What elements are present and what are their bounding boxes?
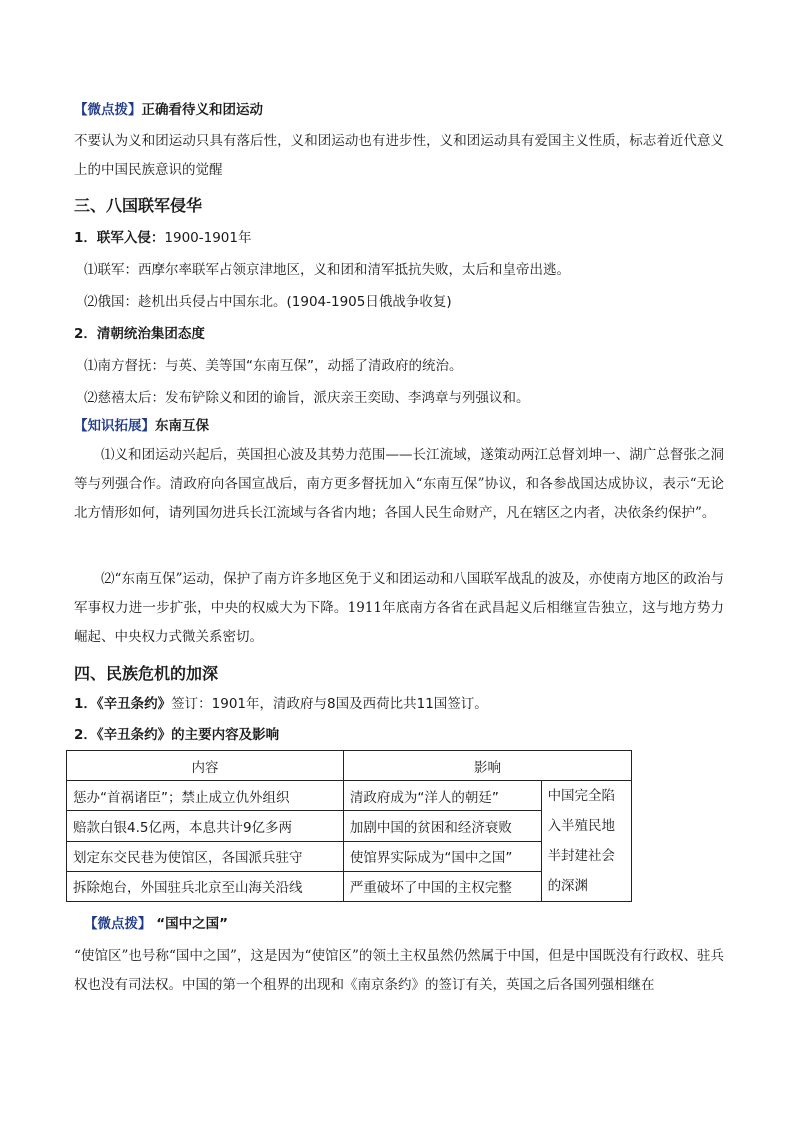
table-cell-impact: 清政府成为“洋人的朝廷” — [343, 781, 541, 811]
tip-title: 正确看待义和团运动 — [141, 102, 263, 118]
item-3-2-a: ⑴南方督抚：与英、美等国“东南互保”，动摇了清政府的统治。 — [84, 358, 463, 374]
item-4-1 — [74, 694, 488, 714]
table-header-row — [67, 751, 632, 781]
item-4-1-text: 签订：1901年，清政府与8国及西荷比共11国签订。 — [171, 696, 488, 712]
item-3-1-label: 1．联军入侵： — [74, 230, 165, 246]
table-header-content: 内容 — [67, 751, 344, 781]
table-cell-impact: 使馆界实际成为“国中之国” — [343, 841, 541, 871]
item-4-1-label: 1．《辛丑条约》 — [74, 696, 172, 712]
tip-body: 不要认为义和团运动只具有落后性，义和团运动也有进步性，义和团运动具有爱国主义性质，标志着近代意义上的中国民族意识的觉醒 — [74, 133, 724, 178]
extension-para-1: ⑴义和团运动兴起后，英国担心波及其势力范围——长江流域，遂策动两江总督刘坤一、湖广总督张之洞等与列强合作。清政府向各国宣战后，南方更多督抚加入“东南互保”协议，和各参战国达成协议，表示“无论北方情形如何，请列国勿进兵长江流域与各省内地；各国人民生命财产，凡在辖区之内者，决依条约保护”。 — [74, 447, 724, 521]
item-3-1 — [74, 228, 252, 248]
table-cell-content: 划定东交民巷为使馆区，各国派兵驻守 — [67, 841, 344, 871]
section-heading-3: 三、八国联军侵华 — [74, 196, 203, 215]
item-4-2-label: 2．《辛丑条约》的主要内容及影响 — [74, 727, 280, 743]
table-row — [67, 781, 632, 811]
tip2-heading — [84, 914, 228, 934]
item-3-1-b: ⑵俄国：趁机出兵侵占中国东北。(1904-1905日俄战争收复) — [84, 294, 452, 310]
table-cell-content: 赔款白银4.5亿两，本息共计9亿多两 — [67, 811, 344, 841]
treaty-table — [66, 750, 632, 902]
extension-title: 东南互保 — [155, 418, 209, 434]
item-3-2-label: 2．清朝统治集团态度 — [74, 326, 205, 342]
table-header-impact: 影响 — [343, 751, 631, 781]
tip2-body: “使馆区”也号称“国中之国”，这是因为“使馆区”的领土主权虽然仍然属于中国，但是中国既没有行政权、驻兵权也没有司法权。中国的第一个租界的出现和《南京条约》的签订有关，英国之后各国列强相继在 — [74, 948, 724, 993]
table-cell-impact: 严重破坏了中国的主权完整 — [343, 871, 541, 901]
table-cell-content: 拆除炮台，外国驻兵北京至山海关沿线 — [67, 871, 344, 901]
item-3-1-value: 1900-1901年 — [164, 230, 252, 246]
table-cell-impact: 加剧中国的贫困和经济衰败 — [343, 811, 541, 841]
extension-para-2: ⑵“东南互保”运动，保护了南方许多地区免于义和团运动和八国联军战乱的波及，亦使南方地区的政治与军事权力进一步扩张，中央的权威大为下降。1911年底南方各省在武昌起义后相继宣告独立，这与地方势力崛起、中央权力式微关系密切。 — [74, 571, 724, 645]
tip2-title: “国中之国” — [156, 916, 228, 932]
tip2-tag: 【微点拨】 — [84, 916, 152, 932]
section-heading-4: 四、民族危机的加深 — [74, 664, 219, 683]
tip-heading — [74, 100, 263, 120]
tip-tag: 【微点拨】 — [74, 102, 142, 118]
item-3-2-b: ⑵慈禧太后：发布铲除义和团的谕旨，派庆亲王奕劻、李鸿章与列强议和。 — [84, 390, 530, 406]
item-3-1-a: ⑴联军：西摩尔率联军占领京津地区，义和团和清军抵抗失败，太后和皇帝出逃。 — [84, 262, 570, 278]
extension-tag: 【知识拓展】 — [74, 418, 155, 434]
table-cell-content: 惩办“首祸诸臣”；禁止成立仇外组织 — [67, 781, 344, 811]
table-cell-overall-effect: 中国完全陷入半殖民地半封建社会的深渊 — [541, 781, 631, 902]
extension-heading — [74, 416, 209, 436]
